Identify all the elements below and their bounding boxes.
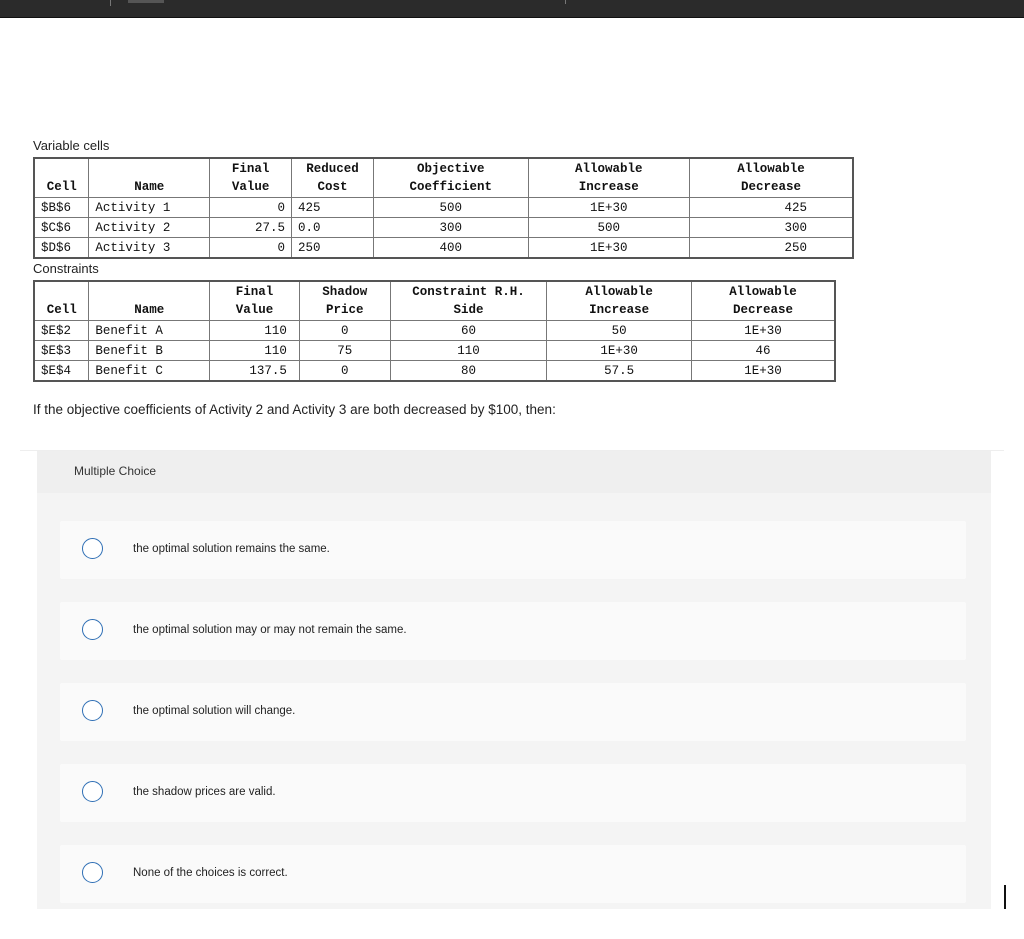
constraint-rhs: 110 bbox=[390, 341, 547, 361]
constraints-label: Constraints bbox=[33, 261, 99, 276]
final-value: 137.5 bbox=[210, 361, 300, 382]
final-value: 0 bbox=[210, 198, 292, 218]
header-allowable-decrease: Allowable Decrease bbox=[689, 158, 853, 198]
header-allowable-decrease: Allowable Decrease bbox=[691, 281, 835, 321]
variable-name: Activity 2 bbox=[89, 218, 210, 238]
reduced-cost: 250 bbox=[292, 238, 374, 259]
choice-option[interactable] bbox=[60, 521, 966, 579]
choice-label[interactable]: the optimal solution will change. bbox=[133, 705, 296, 717]
objective-coefficient: 400 bbox=[373, 238, 528, 259]
allowable-decrease: 300 bbox=[689, 218, 853, 238]
reduced-cost: 425 bbox=[292, 198, 374, 218]
header-reduced-cost: Reduced Cost bbox=[292, 158, 374, 198]
final-value: 110 bbox=[210, 341, 300, 361]
choice-label[interactable]: the optimal solution may or may not remain the same. bbox=[133, 624, 407, 636]
top-toolbar bbox=[0, 0, 1024, 18]
multiple-choice-panel bbox=[37, 451, 991, 909]
reduced-cost: 0.0 bbox=[292, 218, 374, 238]
table-row bbox=[34, 321, 835, 341]
choice-label[interactable]: None of the choices is correct. bbox=[133, 867, 288, 879]
allowable-increase: 50 bbox=[547, 321, 692, 341]
header-final-value: Final Value bbox=[210, 281, 300, 321]
toolbar-tab[interactable] bbox=[128, 0, 164, 3]
radio-button-icon[interactable] bbox=[82, 781, 103, 802]
allowable-decrease: 250 bbox=[689, 238, 853, 259]
text-cursor-icon bbox=[1004, 885, 1006, 909]
table-header-row bbox=[34, 281, 835, 321]
header-cell: Cell bbox=[34, 158, 89, 198]
multiple-choice-title: Multiple Choice bbox=[74, 464, 157, 478]
constraint-rhs: 60 bbox=[390, 321, 547, 341]
header-objective-coefficient: Objective Coefficient bbox=[373, 158, 528, 198]
header-name: Name bbox=[89, 158, 210, 198]
header-name: Name bbox=[89, 281, 210, 321]
variable-name: Activity 3 bbox=[89, 238, 210, 259]
table-header-row bbox=[34, 158, 853, 198]
radio-button-icon[interactable] bbox=[82, 862, 103, 883]
cell-ref: $B$6 bbox=[34, 198, 89, 218]
table-row bbox=[34, 198, 853, 218]
header-shadow-price: Shadow Price bbox=[299, 281, 390, 321]
question-text: If the objective coefficients of Activity 2 and Activity 3 are both decreased by $100, then: bbox=[33, 402, 556, 417]
objective-coefficient: 500 bbox=[373, 198, 528, 218]
header-constraint-rhs: Constraint R.H. Side bbox=[390, 281, 547, 321]
cell-ref: $E$4 bbox=[34, 361, 89, 382]
final-value: 110 bbox=[210, 321, 300, 341]
choice-option[interactable] bbox=[60, 845, 966, 903]
allowable-decrease: 1E+30 bbox=[691, 321, 835, 341]
choice-option[interactable] bbox=[60, 683, 966, 741]
radio-button-icon[interactable] bbox=[82, 700, 103, 721]
choice-label[interactable]: the optimal solution remains the same. bbox=[133, 543, 330, 555]
radio-button-icon[interactable] bbox=[82, 538, 103, 559]
table-row bbox=[34, 218, 853, 238]
cell-ref: $E$3 bbox=[34, 341, 89, 361]
radio-button-icon[interactable] bbox=[82, 619, 103, 640]
final-value: 27.5 bbox=[210, 218, 292, 238]
final-value: 0 bbox=[210, 238, 292, 259]
shadow-price: 75 bbox=[299, 341, 390, 361]
header-allowable-increase: Allowable Increase bbox=[528, 158, 689, 198]
variable-name: Activity 1 bbox=[89, 198, 210, 218]
table-row bbox=[34, 238, 853, 259]
variable-cells-label: Variable cells bbox=[33, 138, 110, 153]
objective-coefficient: 300 bbox=[373, 218, 528, 238]
choice-option[interactable] bbox=[60, 602, 966, 660]
allowable-increase: 1E+30 bbox=[547, 341, 692, 361]
allowable-decrease: 425 bbox=[689, 198, 853, 218]
choice-option[interactable] bbox=[60, 764, 966, 822]
variable-cells-table bbox=[33, 157, 854, 259]
header-final-value: Final Value bbox=[210, 158, 292, 198]
constraint-name: Benefit C bbox=[89, 361, 210, 382]
constraint-name: Benefit A bbox=[89, 321, 210, 341]
table-row bbox=[34, 361, 835, 382]
cell-ref: $C$6 bbox=[34, 218, 89, 238]
constraint-name: Benefit B bbox=[89, 341, 210, 361]
shadow-price: 0 bbox=[299, 321, 390, 341]
header-cell: Cell bbox=[34, 281, 89, 321]
multiple-choice-header bbox=[37, 451, 991, 493]
cell-ref: $E$2 bbox=[34, 321, 89, 341]
toolbar-separator bbox=[565, 0, 566, 4]
allowable-increase: 1E+30 bbox=[528, 238, 689, 259]
allowable-decrease: 1E+30 bbox=[691, 361, 835, 382]
shadow-price: 0 bbox=[299, 361, 390, 382]
choice-label[interactable]: the shadow prices are valid. bbox=[133, 786, 276, 798]
table-row bbox=[34, 341, 835, 361]
constraints-table bbox=[33, 280, 836, 382]
header-allowable-increase: Allowable Increase bbox=[547, 281, 692, 321]
toolbar-separator bbox=[110, 0, 111, 6]
allowable-increase: 500 bbox=[528, 218, 689, 238]
allowable-increase: 1E+30 bbox=[528, 198, 689, 218]
cell-ref: $D$6 bbox=[34, 238, 89, 259]
constraint-rhs: 80 bbox=[390, 361, 547, 382]
allowable-increase: 57.5 bbox=[547, 361, 692, 382]
allowable-decrease: 46 bbox=[691, 341, 835, 361]
